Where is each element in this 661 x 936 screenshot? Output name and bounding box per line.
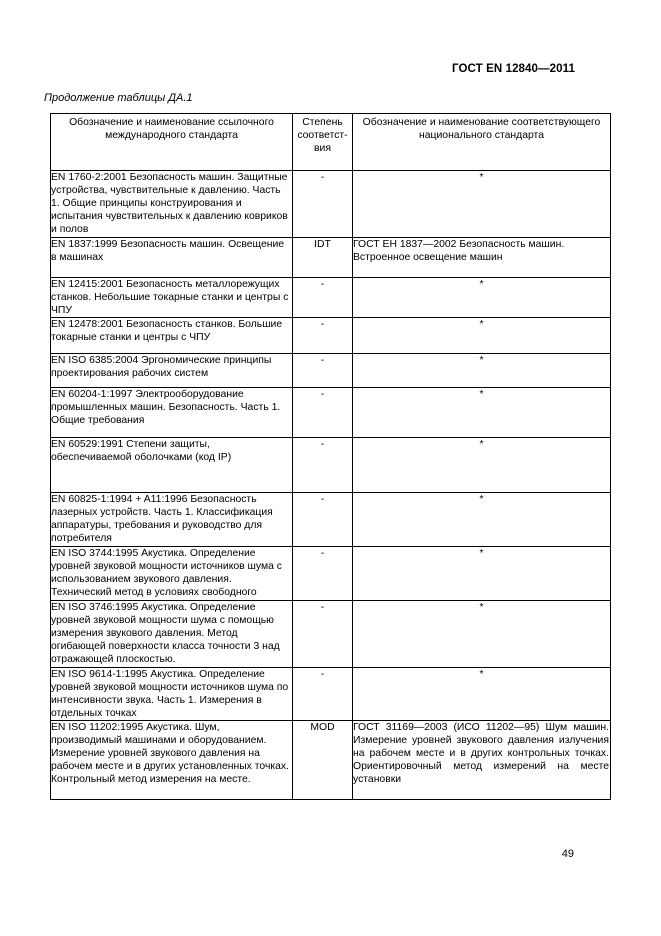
table-header-row [51,114,611,171]
national-standard-cell: * [353,493,611,547]
reference-standard-cell: EN ISO 6385:2004 Эргономические принципы проектирования рабочих систем [51,354,293,388]
degree-cell: - [293,388,353,438]
table-row [51,354,611,388]
table-row [51,318,611,354]
table-row [51,388,611,438]
degree-cell: - [293,354,353,388]
national-standard-cell: * [353,668,611,721]
national-standard-cell: ГОСТ ЕН 1837—2002 Безопасность машин. Встроенное освещение машин [353,238,611,278]
national-standard-cell: * [353,354,611,388]
national-standard-cell: * [353,318,611,354]
degree-cell: - [293,438,353,493]
standards-table [50,113,611,800]
national-standard-cell: * [353,278,611,318]
national-standard-cell: * [353,171,611,238]
reference-standard-cell: EN 1837:1999 Безопасность машин. Освещение в машинах [51,238,293,278]
table-row [51,278,611,318]
table-row [51,438,611,493]
national-standard-cell: ГОСТ 31169—2003 (ИСО 11202—95) Шум машин. Измерение уровней звукового давления излучения на рабочем месте и в других контрольных точках. Ориентировочный метод измерений на месте установки [353,721,611,800]
table-row [51,668,611,721]
national-standard-cell: * [353,438,611,493]
reference-standard-cell: EN ISO 3746:1995 Акустика. Определение уровней звуковой мощности шума с помощью измерения звукового давления. Метод огибающей поверхности класса точности 3 над отражающей плоскостью. [51,601,293,668]
column-header-reference: Обозначение и наименование ссылочного международного стандарта [51,114,293,171]
degree-cell: MOD [293,721,353,800]
reference-standard-cell: EN ISO 11202:1995 Акустика. Шум, производимый машинами и оборудованием. Измерение уровней звукового давления на рабочем месте и в других установленных точках. Контрольный метод измерения на месте. [51,721,293,800]
reference-standard-cell: EN 60204-1:1997 Электрооборудование промышленных машин. Безопасность. Часть 1. Общие требования [51,388,293,438]
table-row [51,493,611,547]
degree-cell: - [293,493,353,547]
document-code: ГОСТ EN 12840—2011 [452,63,575,75]
national-standard-cell: * [353,601,611,668]
degree-cell: - [293,318,353,354]
reference-standard-cell: EN ISO 3744:1995 Акустика. Определение уровней звуковой мощности источников шума с использованием звукового давления. Технический метод в условиях свободного [51,547,293,601]
degree-cell: IDT [293,238,353,278]
table-row [51,238,611,278]
reference-standard-cell: EN 60825-1:1994 + A11:1996 Безопасность лазерных устройств. Часть 1. Классификация аппаратуры, требования и руководство для потребителя [51,493,293,547]
degree-cell: - [293,278,353,318]
reference-standard-cell: EN 12415:2001 Безопасность металлорежущих станков. Небольшие токарные станки и центры с ЧПУ [51,278,293,318]
table-row [51,171,611,238]
column-header-national: Обозначение и наименование соответствующего национального стандарта [353,114,611,171]
national-standard-cell: * [353,388,611,438]
page-number: 49 [561,848,574,860]
table-row [51,721,611,800]
national-standard-cell: * [353,547,611,601]
table-row [51,601,611,668]
reference-standard-cell: EN ISO 9614-1:1995 Акустика. Определение уровней звуковой мощности источников шума по интенсивности звука. Часть 1. Измерения в отдельных точках [51,668,293,721]
column-header-degree: Степень соответст-вия [293,114,353,171]
table-row [51,547,611,601]
reference-standard-cell: EN 1760-2:2001 Безопасность машин. Защитные устройства, чувствительные к давлению. Часть 1. Общие принципы конструирования и испытания чувствительных к давлению ковриков и полов [51,171,293,238]
degree-cell: - [293,171,353,238]
reference-standard-cell: EN 12478:2001 Безопасность станков. Большие токарные станки и центры с ЧПУ [51,318,293,354]
reference-standard-cell: EN 60529:1991 Степени защиты, обеспечиваемой оболочками (код IP) [51,438,293,493]
table-caption: Продолжение таблицы ДА.1 [44,92,193,104]
degree-cell: - [293,601,353,668]
degree-cell: - [293,547,353,601]
degree-cell: - [293,668,353,721]
